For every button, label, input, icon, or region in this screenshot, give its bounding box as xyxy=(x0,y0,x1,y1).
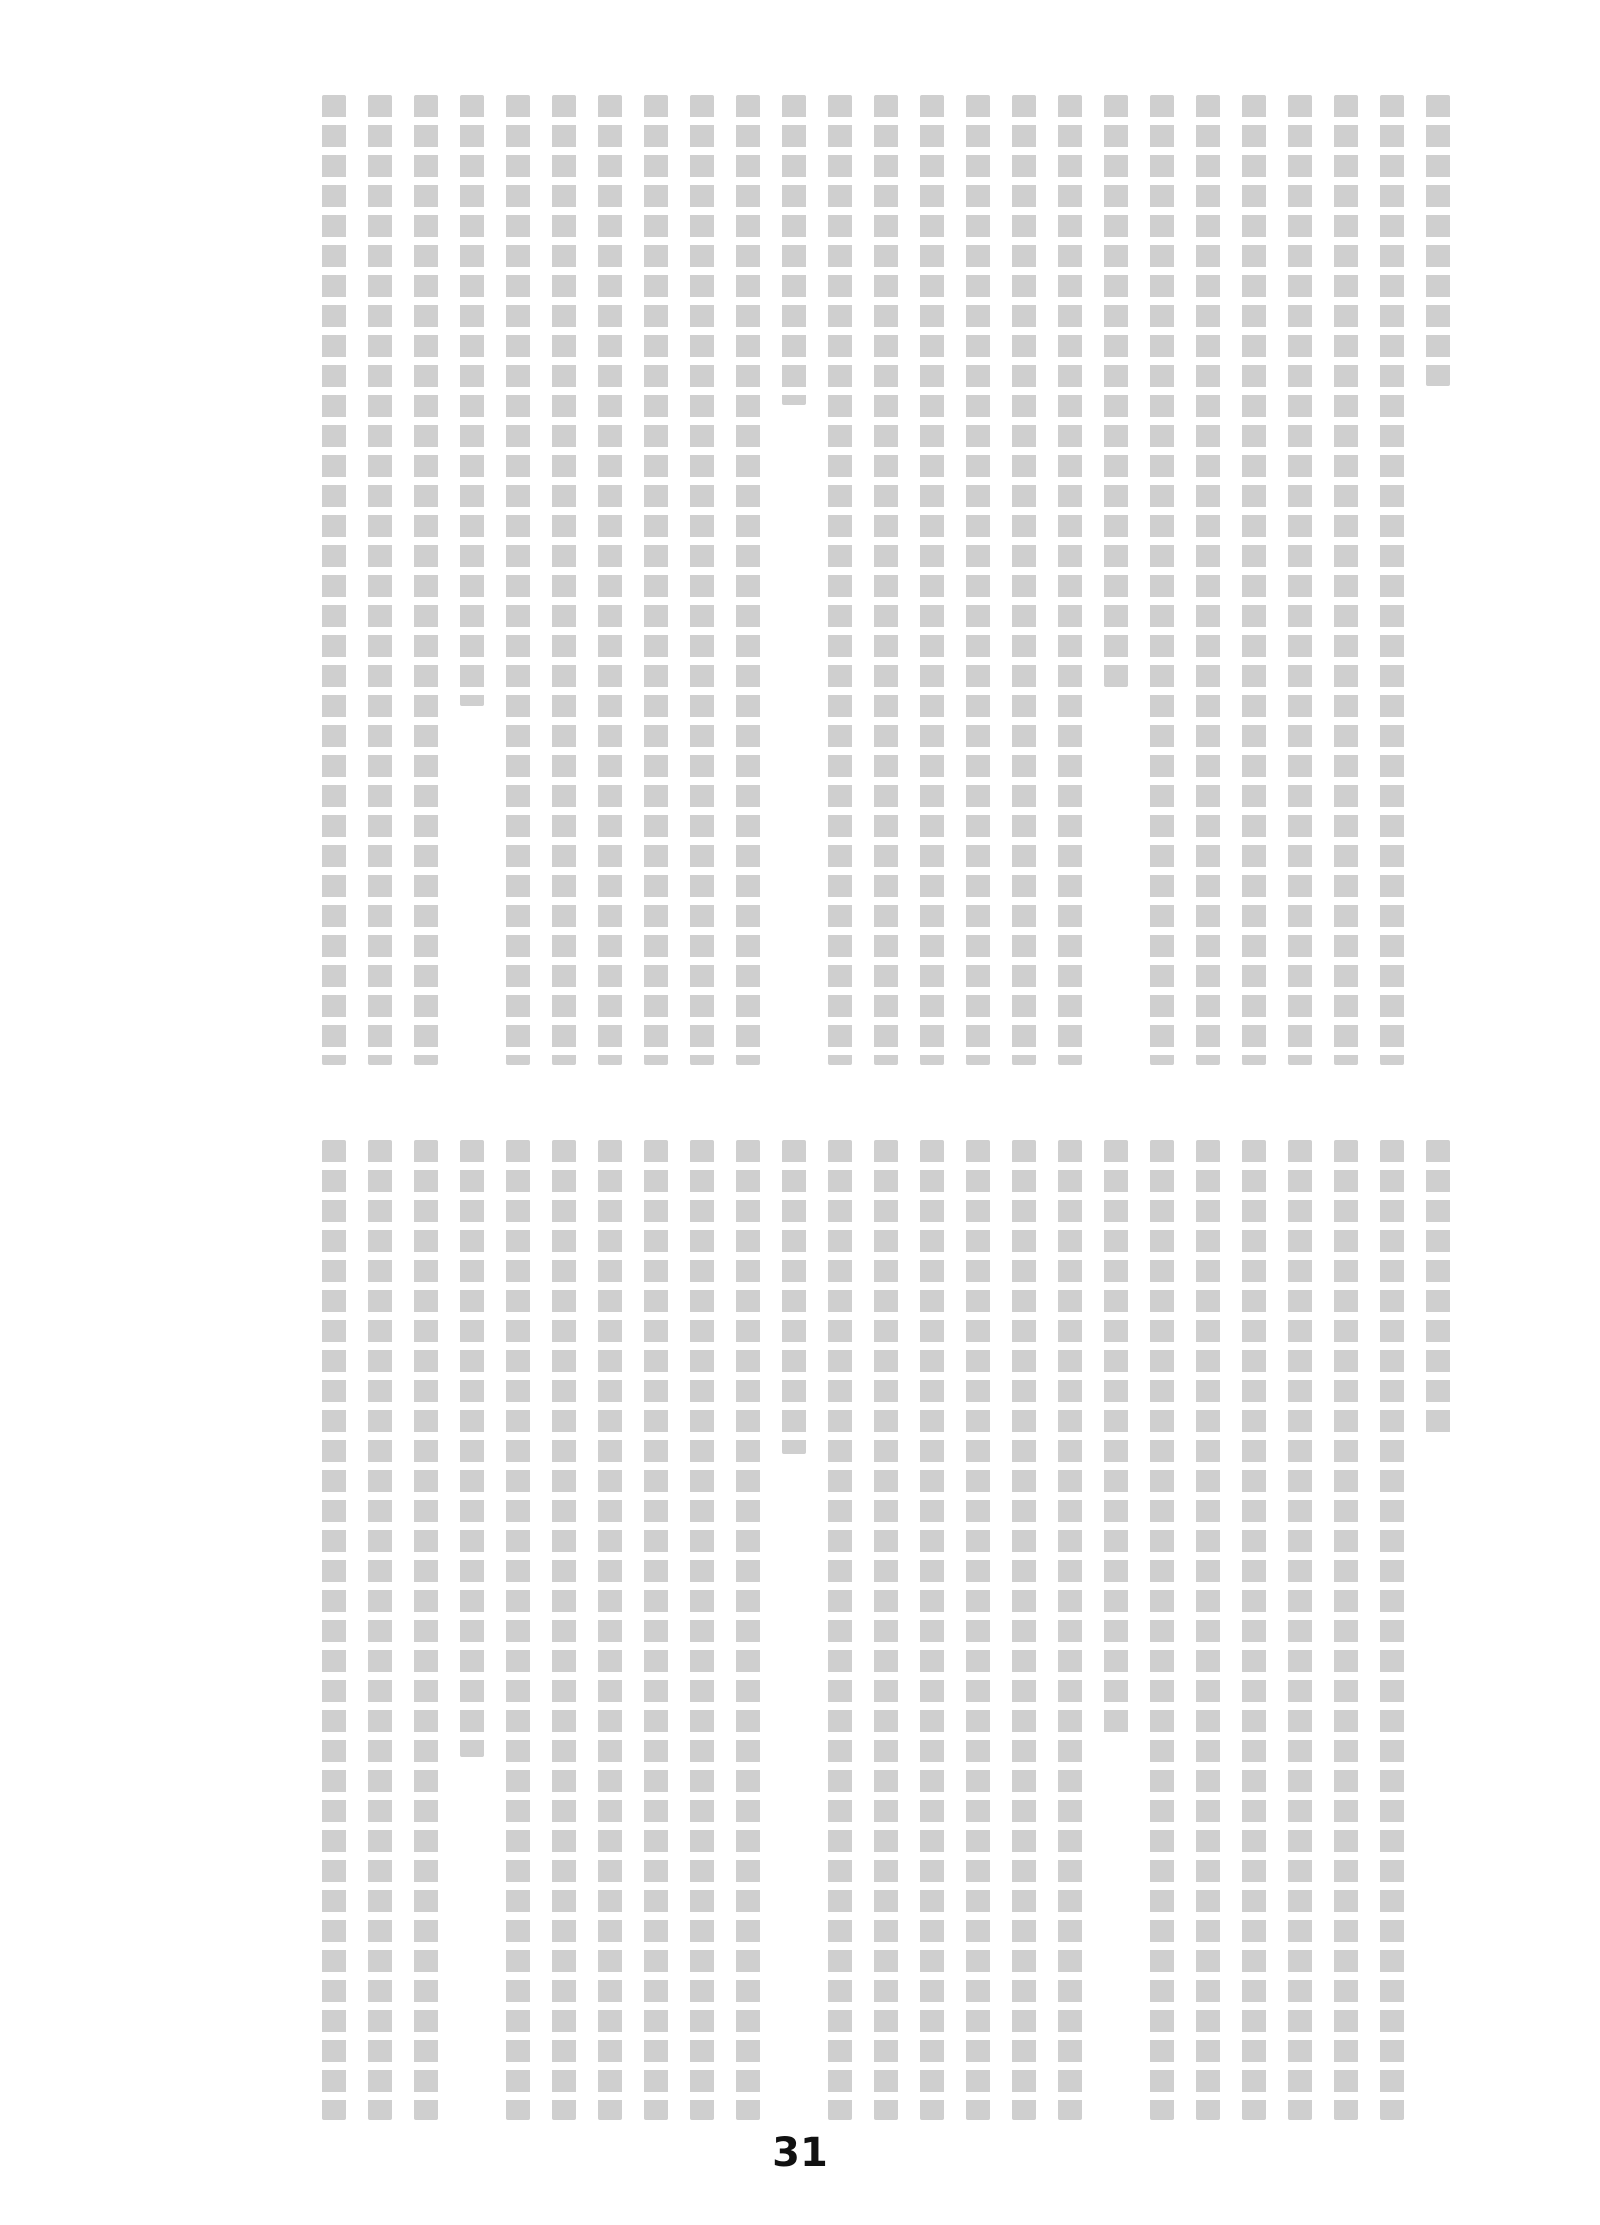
text-column xyxy=(598,95,622,1065)
text-column xyxy=(414,1140,438,2120)
text-column xyxy=(782,95,806,405)
text-block-lower xyxy=(322,1140,1450,2120)
text-column xyxy=(1426,1140,1450,1434)
text-column xyxy=(552,95,576,1065)
text-column xyxy=(1288,1140,1312,2120)
text-column xyxy=(598,1140,622,2120)
text-column xyxy=(552,1140,576,2120)
page-number: 31 xyxy=(772,2130,828,2176)
text-column xyxy=(690,95,714,1065)
text-column xyxy=(1196,1140,1220,2120)
text-column xyxy=(1012,95,1036,1065)
text-column xyxy=(736,1140,760,2120)
text-column xyxy=(1150,1140,1174,2120)
text-column xyxy=(966,95,990,1065)
text-column xyxy=(782,1140,806,1454)
text-column xyxy=(368,95,392,1065)
text-column xyxy=(920,95,944,1065)
text-column xyxy=(1242,1140,1266,2120)
text-column xyxy=(322,95,346,1065)
text-column xyxy=(506,1140,530,2120)
text-column xyxy=(322,1140,346,2120)
text-block-upper xyxy=(322,95,1450,1065)
text-column xyxy=(644,95,668,1065)
text-column xyxy=(1380,1140,1404,2120)
text-column xyxy=(828,1140,852,2120)
text-column xyxy=(368,1140,392,2120)
text-column xyxy=(874,95,898,1065)
text-column xyxy=(1380,95,1404,1065)
text-column xyxy=(828,95,852,1065)
text-column xyxy=(506,95,530,1065)
text-column xyxy=(1104,95,1128,687)
text-column xyxy=(690,1140,714,2120)
text-column xyxy=(966,1140,990,2120)
text-column xyxy=(644,1140,668,2120)
text-column xyxy=(414,95,438,1065)
text-column xyxy=(1242,95,1266,1065)
text-column xyxy=(1058,95,1082,1065)
text-column xyxy=(1058,1140,1082,2120)
text-column xyxy=(1104,1140,1128,1738)
text-column xyxy=(1426,95,1450,386)
text-column xyxy=(1334,95,1358,1065)
text-column xyxy=(460,95,484,706)
text-column xyxy=(1012,1140,1036,2120)
text-column xyxy=(1288,95,1312,1065)
text-column xyxy=(460,1140,484,1757)
text-column xyxy=(1196,95,1220,1065)
text-column xyxy=(736,95,760,1065)
text-column xyxy=(1334,1140,1358,2120)
text-column xyxy=(920,1140,944,2120)
text-column xyxy=(874,1140,898,2120)
text-column xyxy=(1150,95,1174,1065)
